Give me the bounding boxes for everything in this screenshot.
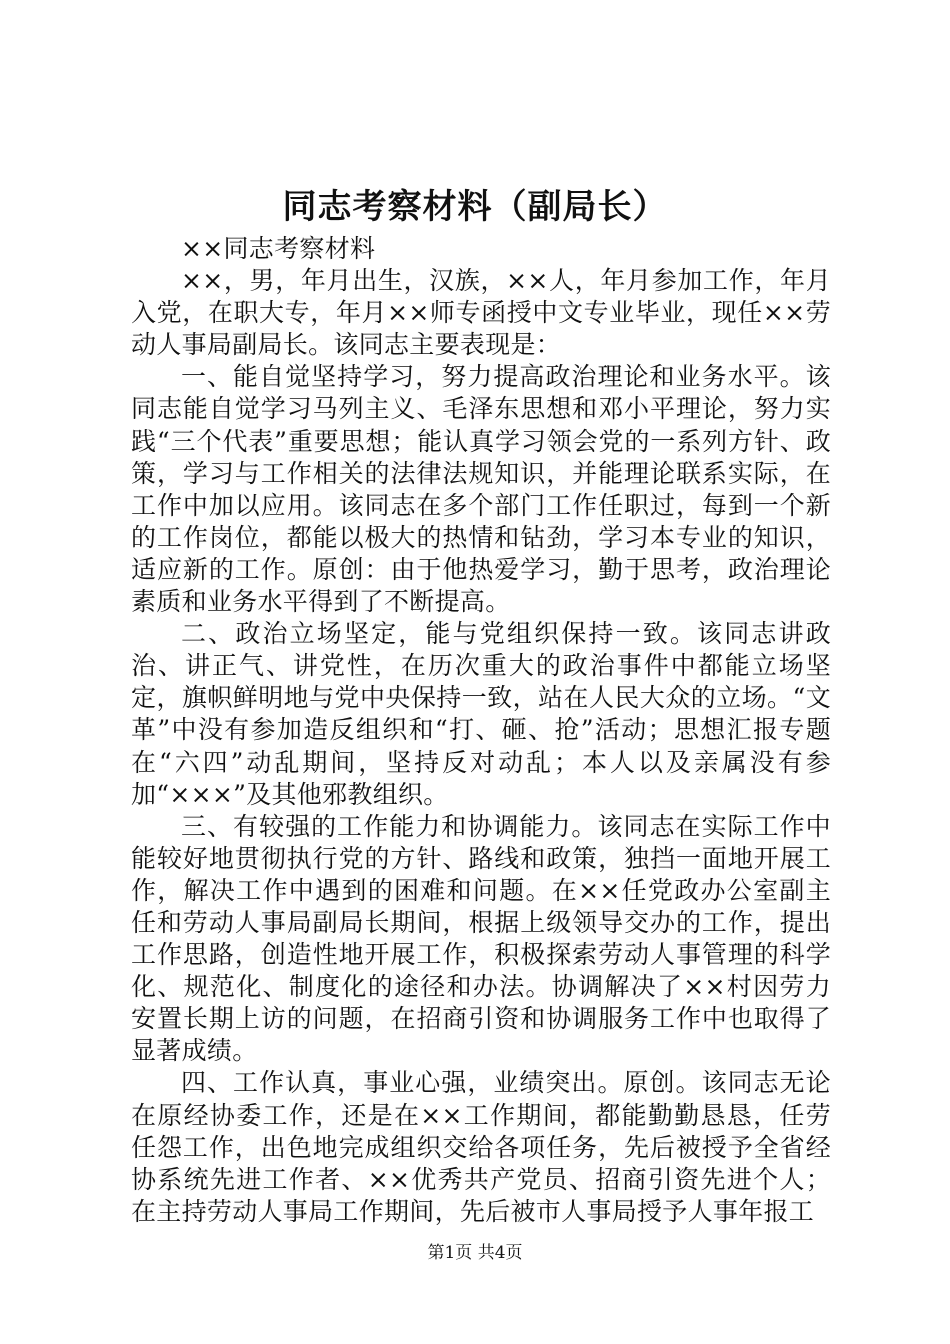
document-body [131,233,831,1228]
paragraph-profile: ××，男，年月出生，汉族，××人，年月参加工作，年月入党，在职大专，年月××师专函授中文专业毕业，现任××劳动人事局副局长。该同志主要表现是： [131,266,831,360]
paragraph-point-three: 三、有较强的工作能力和协调能力。该同志在实际工作中能较好地贯彻执行党的方针、路线和政策，独挡一面地开展工作，解决工作中遇到的困难和问题。在××任党政办公室副主任和劳动人事局副局长期间，根据上级领导交办的工作，提出工作思路，创造性地开展工作，积极探索劳动人事管理的科学化、规范化、制度化的途径和办法。协调解决了××村因劳力安置长期上访的问题，在招商引资和协调服务工作中也取得了显著成绩。 [131,811,831,1066]
paragraph-point-two: 二、政治立场坚定，能与党组织保持一致。该同志讲政治、讲正气、讲党性，在历次重大的政治事件中都能立场坚定，旗帜鲜明地与党中央保持一致，站在人民大众的立场。“文革”中没有参加造反组织和“打、砸、抢”活动；思想汇报专题在“六四”动乱期间，坚持反对动乱；本人以及亲属没有参加“×××”及其他邪教组织。 [131,619,831,809]
paragraph-point-one: 一、能自觉坚持学习，努力提高政治理论和业务水平。该同志能自觉学习马列主义、毛泽东思想和邓小平理论，努力实践“三个代表”重要思想；能认真学习领会党的一系列方针、政策，学习与工作相关的法律法规知识，并能理论联系实际，在工作中加以应用。该同志在多个部门工作任职过，每到一个新的工作岗位，都能以极大的热情和钻劲，学习本专业的知识，适应新的工作。原创：由于他热爱学习，勤于思考，政治理论素质和业务水平得到了不断提高。 [131,362,831,617]
paragraph-point-four: 四、工作认真，事业心强，业绩突出。原创。该同志无论在原经协委工作，还是在××工作期间，都能勤勤恳恳，任劳任怨工作，出色地完成组织交给各项任务，先后被授予全省经协系统先进工作者、××优秀共产党员、招商引资先进个人；在主持劳动人事局工作期间，先后被市人事局授予人事年报工 [131,1068,831,1226]
document-title: 同志考察材料（副局长） [282,187,668,227]
paragraph-subtitle: ××同志考察材料 [181,234,376,263]
page-number-footer: 第1页 共4页 [427,1243,523,1263]
